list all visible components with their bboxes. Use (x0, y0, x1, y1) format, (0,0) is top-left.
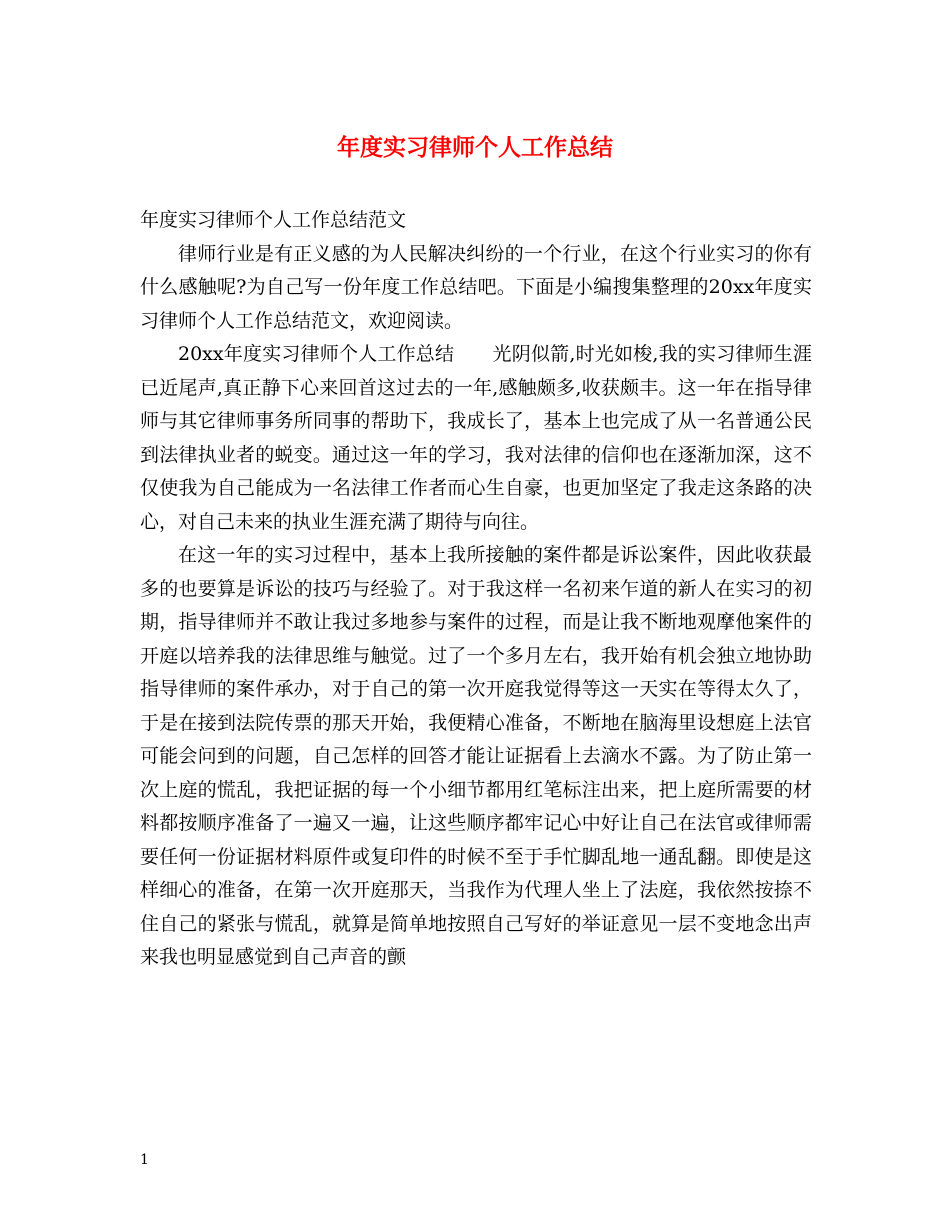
document-title: 年度实习律师个人工作总结 (337, 135, 613, 161)
document-subtitle: 年度实习律师个人工作总结范文 (140, 209, 407, 231)
paragraph-summary: 20xx年度实习律师个人工作总结 光阴似箭,时光如梭,我的实习律师生涯已近尾声,真正静下心来回首这过去的一年,感触颇多,收获颇丰。这一年在指导律师与其它律师事务所同事的帮助下，我成长了，基本上也完成了从一名普通公民到法律执业者的蜕变。通过这一年的学习，我对法律的信仰也在逐渐加深，这不仅使我为自己能成为一名法律工作者而心生自豪，也更加坚定了我走这条路的决心，对自己未来的执业生涯充满了期待与向往。 (140, 343, 812, 533)
paragraph-experience: 在这一年的实习过程中，基本上我所接触的案件都是诉讼案件，因此收获最多的也要算是诉讼的技巧与经验了。对于我这样一名初来乍道的新人在实习的初期，指导律师并不敢让我过多地参与案件的过程，而是让我不断地观摩他案件的开庭以培养我的法律思维与触觉。过了一个多月左右，我开始有机会独立地协助指导律师的案件承办，对于自己的第一次开庭我觉得等这一天实在等得太久了，于是在接到法院传票的那天开始，我便精心准备，不断地在脑海里设想庭上法官可能会问到的问题，自己怎样的回答才能让证据看上去滴水不露。为了防止第一次上庭的慌乱，我把证据的每一个小细节都用红笔标注出来，把上庭所需要的材料都按顺序准备了一遍又一遍，让这些顺序都牢记心中好让自己在法官或律师需要任何一份证据材料原件或复印件的时候不至于手忙脚乱地一通乱翻。即使是这样细心的准备，在第一次开庭那天，当我作为代理人坐上了法庭，我依然按捺不住自己的紧张与慌乱，就算是简单地按照自己写好的举证意见一层不变地念出声来我也明显感觉到自己声音的颤 (140, 544, 812, 968)
page-number: 1 (140, 1152, 149, 1168)
document-body (140, 204, 812, 975)
paragraph-intro: 律师行业是有正义感的为人民解决纠纷的一个行业，在这个行业实习的你有什么感触呢?为自己写一份年度工作总结吧。下面是小编搜集整理的20xx年度实习律师个人工作总结范文，欢迎阅读。 (140, 242, 812, 332)
